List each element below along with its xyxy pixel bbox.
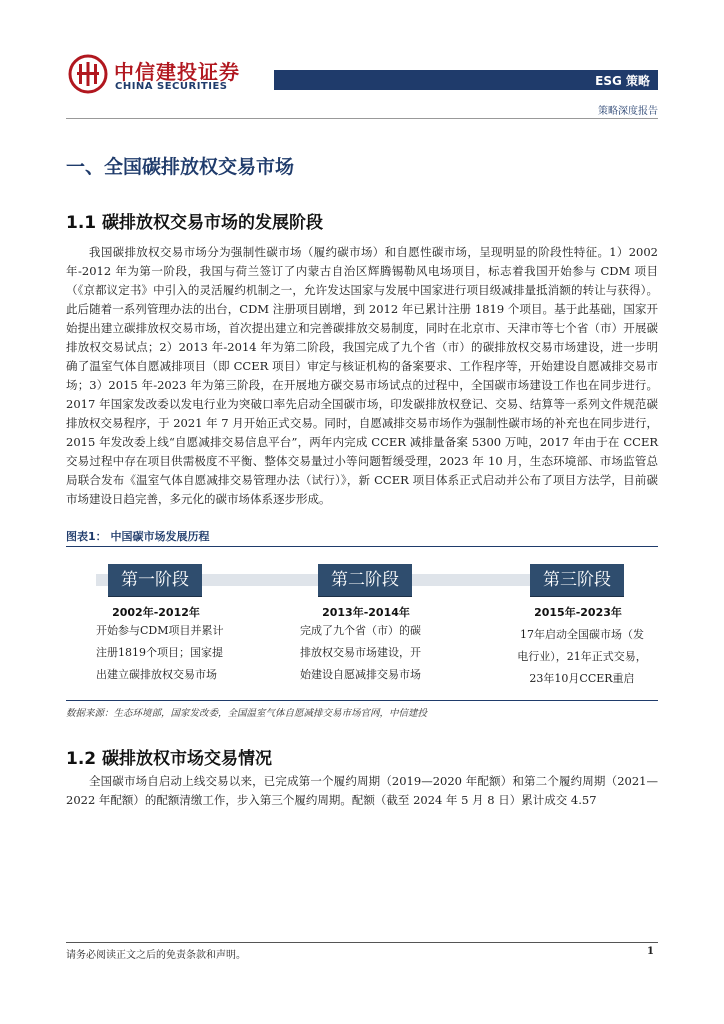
- report-type-label: 策略深度报告: [598, 106, 658, 117]
- stage-3-line: 23年10月CCER重启: [529, 672, 635, 685]
- report-category: ESG 策略: [595, 74, 650, 88]
- stage-2-line: 排放权交易市场建设，开: [300, 646, 421, 659]
- citic-logo-icon: [68, 54, 108, 94]
- stage-3-line: 17年启动全国碳市场（发: [520, 628, 644, 641]
- figure-source: 数据来源：生态环境部，国家发改委，全国温室气体自愿减排交易市场官网，中信建投: [66, 708, 428, 719]
- header-category-bar: [274, 70, 658, 90]
- stage-2-line: 始建设自愿减排交易市场: [300, 668, 421, 681]
- figure-bottom-rule: [66, 700, 658, 701]
- stage-2-line: 完成了九个省（市）的碳: [300, 624, 421, 637]
- stage-1-label: 第一阶段: [108, 564, 202, 596]
- stage-3-label: 第三阶段: [530, 564, 624, 596]
- stage-3-line: 电行业），21年正式交易，: [517, 650, 647, 663]
- stage-3-description: [504, 624, 660, 690]
- page-number: 1: [647, 946, 654, 957]
- logo-english-name: CHINA SECURITIES: [115, 81, 228, 92]
- company-logo: [68, 54, 268, 100]
- stage-2-label: 第二阶段: [318, 564, 412, 596]
- stage-1-line: 出建立碳排放权交易市场: [96, 668, 217, 681]
- section-title: 一、全国碳排放权交易市场: [66, 156, 295, 178]
- stage-1-line: 注册1819个项目；国家提: [96, 646, 223, 659]
- stage-3-period: 2015年-2023年: [534, 606, 622, 619]
- stage-2-period: 2013年-2014年: [322, 606, 410, 619]
- logo-chinese-name: 中信建投证券: [114, 60, 240, 84]
- header-divider: [66, 118, 658, 119]
- figure-top-rule: [66, 546, 658, 547]
- footer-divider: [66, 942, 658, 943]
- disclaimer-text: 请务必阅读正文之后的免责条款和声明。: [66, 950, 246, 961]
- stage-1-description: [96, 620, 224, 686]
- paragraph-development-stages: 我国碳排放权交易市场分为强制性碳市场（履约碳市场）和自愿性碳市场，呈现明显的阶段性特征。1）2002 年-2012 年为第一阶段，我国与荷兰签订了内蒙古自治区辉腾锡勒风电场项目，标志着我国开始参与 CDM 项目（《京都议定书》中引入的灵活履约机制之一，允许发达国家与发展中国家进行项目级减排量抵消额的转让与获得）。此后随着一系列管理办法的出台，CDM 注册项目剧增，到 2012 年已累计注册 1819 个项目。基于此基础，国家开始提出建立碳排放权交易市场，首次提出建立和完善碳排放交易制度，同时在北京市、天津市等七个省（市）开展碳排放权交易试点；2）2013 年-2014 年为第二阶段，我国完成了九个省（市）的碳排放权交易市场建设，进一步明确了温室气体自愿减排项目（即 CCER 项目）审定与核证机构的备案要求、工作程序等，开始建设自愿减排交易市场；3）2015 年-2023 年为第三阶段，在开展地方碳交易市场试点的过程中，全国碳市场建设工作也在同步进行。2017 年国家发改委以发电行业为突破口率先启动全国碳市场，印发碳排放权登记、交易、结算等一系列文件规范碳排放权交易程序，于 2021 年 7 月开始正式交易。同时，自愿减排交易市场作为强制性碳市场的补充也在同步进行，2015 年发改委上线“自愿减排交易信息平台”，两年内完成 CCER 减排量备案 5300 万吨，2017 年由于在 CCER 交易过程中存在项目供需极度不平衡、整体交易量过小等问题暂缓受理，2023 年 10 月，生态环境部、市场监管总局联合发布《温室气体自愿减排交易管理办法（试行）》，新 CCER 项目体系正式启动并公布了项目方法学，目前碳市场建设日趋完善，多元化的碳市场体系逐步形成。: [66, 245, 658, 506]
- paragraph-trading-situation: 全国碳市场自启动上线交易以来，已完成第一个履约周期（2019—2020 年配额）和第二个履约周期（2021—2022 年配额）的配额清缴工作，步入第三个履约周期。配额（截至 2024 年 5 月 8 日）累计成交 4.57: [66, 774, 658, 807]
- figure-title: 图表1： 中国碳市场发展历程: [66, 530, 210, 543]
- stage-2-description: [300, 620, 421, 686]
- stage-1-period: 2002年-2012年: [112, 606, 200, 619]
- stage-1-line: 开始参与CDM项目并累计: [96, 624, 224, 637]
- subsection-title-1-2: 1.2 碳排放权市场交易情况: [66, 749, 273, 769]
- subsection-title-1-1: 1.1 碳排放权交易市场的发展阶段: [66, 213, 324, 233]
